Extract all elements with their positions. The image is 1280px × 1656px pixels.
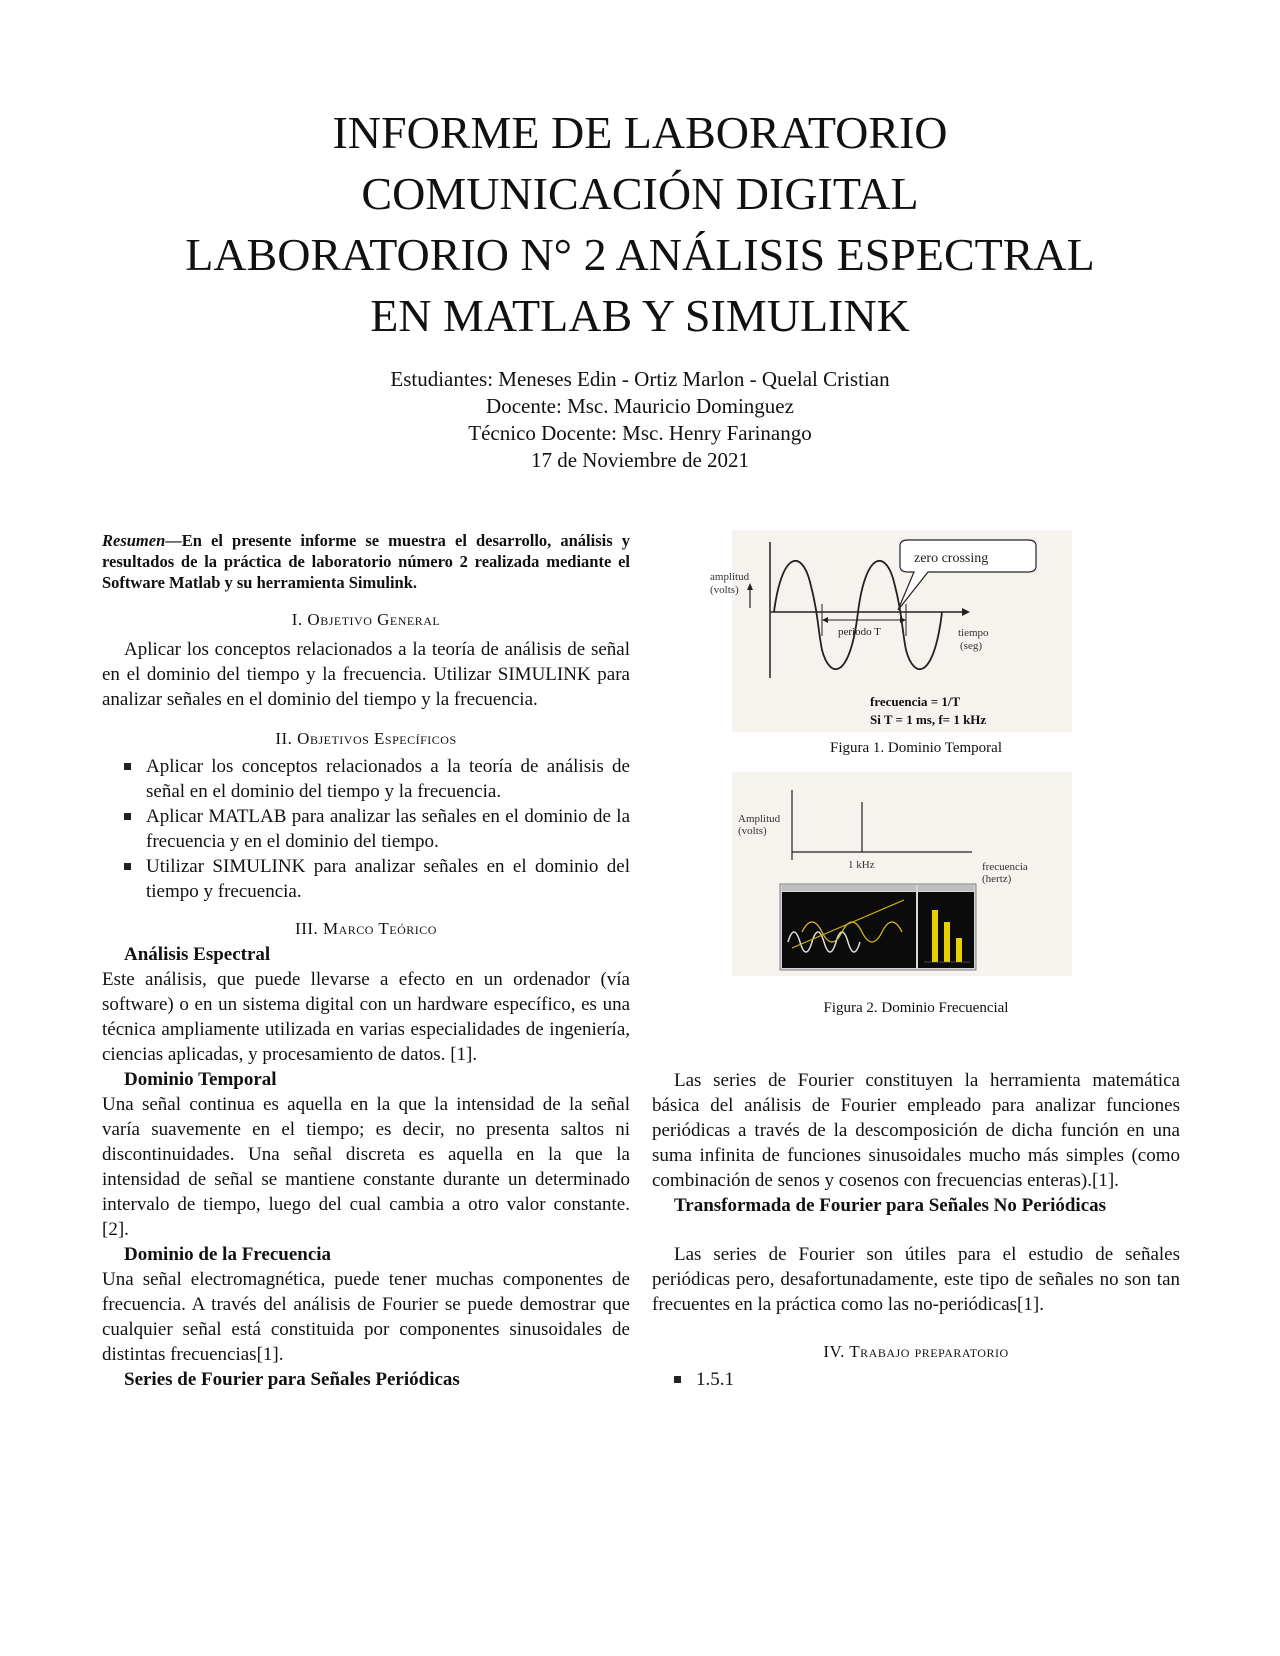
author-block (140, 366, 1140, 474)
students-line: Estudiantes: Meneses Edin - Ortiz Marlon - Quelal Cristian (390, 367, 890, 391)
frequency-unit-label: (hertz) (982, 873, 1012, 885)
amplitude-label: Amplitud (738, 813, 781, 825)
title-line-4: EN MATLAB Y SIMULINK (370, 290, 910, 341)
abstract (102, 530, 630, 593)
amplitude-label: amplitud (710, 571, 750, 583)
section-3-heading: III. Marco Teórico (295, 919, 437, 938)
technician-line: Técnico Docente: Msc. Henry Farinango (468, 421, 812, 445)
fourier-series-text: Las series de Fourier constituyen la herramienta matemática básica del análisis de Fourier empleado para analizar funciones periódicas a través de la descomposición de dicha función en una suma infinita de funciones sinusoidales mucho más simples (como combinación de senos y cosenos con frecuencias enteras).[1]. (652, 1070, 1180, 1191)
time-unit-label: (seg) (960, 640, 982, 652)
teacher-line: Docente: Msc. Mauricio Dominguez (486, 394, 794, 418)
period-label: periodo T (838, 626, 881, 638)
list-item: Aplicar los conceptos relacionados a la teoría de análisis de señal en el dominio del tiempo y la frecuencia. (102, 754, 630, 804)
abstract-dash: — (165, 531, 182, 550)
figure-1-caption: Figura 1. Dominio Temporal (830, 740, 1002, 756)
list-item: Utilizar SIMULINK para analizar señales en el dominio del tiempo y frecuencia. (102, 854, 630, 904)
title-line-2: COMUNICACIÓN DIGITAL (361, 168, 919, 219)
title-line-1: INFORME DE LABORATORIO (332, 107, 948, 158)
section-2-heading: II. Objetivos Específicos (275, 729, 457, 748)
figure-2-caption: Figura 2. Dominio Frecuencial (823, 1000, 1009, 1016)
abstract-text: En el presente informe se muestra el desarrollo, análisis y resultados de la práctica de laboratorio número 2 realizada mediante el Software Matlab y su herramienta Simulink. (102, 531, 630, 592)
subsection-frequency: Dominio de la Frecuencia (124, 1244, 332, 1265)
title-line-3: LABORATORIO N° 2 ANÁLISIS ESPECTRAL (185, 229, 1095, 280)
frequency-formula: frecuencia = 1/T (870, 694, 961, 709)
date-line: 17 de Noviembre de 2021 (530, 448, 750, 472)
paper-title (60, 102, 1220, 346)
spectral-text: Este análisis, que puede llevarse a efecto en un ordenador (vía software) o en un sistema digital con un hardware específico, es una técnica ampliamente utilizada en varias especialidades de ingeniería, ciencias aplicadas, y procesamiento de datos. [1]. (102, 969, 630, 1065)
frequency-domain-plot (652, 772, 1180, 982)
list-item: 1.5.1 (652, 1367, 1180, 1392)
tick-label-1khz: 1 kHz (848, 859, 875, 871)
simulation-thumbnail (780, 884, 976, 970)
section-4-heading: IV. Trabajo preparatorio (823, 1342, 1009, 1361)
subsection-fourier-nonperiodic: Transformada de Fourier para Señales No Periódicas (674, 1195, 1107, 1216)
left-column (102, 530, 630, 1392)
time-label: tiempo (958, 627, 989, 639)
subsection-fourier-periodic: Series de Fourier para Señales Periódicas (124, 1369, 460, 1390)
subsection-spectral: Análisis Espectral (124, 944, 271, 965)
section-1-text: Aplicar los conceptos relacionados a la teoría de análisis de señal en el dominio del tiempo y la frecuencia. Utilizar SIMULINK para analizar señales en el dominio del tiempo y la frecuencia. (102, 639, 630, 710)
frequency-text: Una señal electromagnética, puede tener muchas componentes de frecuencia. A través del análisis de Fourier se puede demostrar que cualquier señal está constituida por componentes sinusoidales de distintas frecuencias[1]. (102, 1269, 630, 1365)
section-1-heading: I. Objetivo General (291, 610, 441, 629)
list-item: Aplicar MATLAB para analizar las señales en el dominio de la frecuencia y en el dominio del tiempo. (102, 804, 630, 854)
frequency-label: frecuencia (982, 861, 1028, 873)
amplitude-unit-label: (volts) (710, 584, 739, 596)
abstract-label: Resumen (102, 531, 166, 550)
preparatory-list (652, 1367, 1180, 1392)
objectives-list (102, 754, 630, 904)
nonperiodic-text: Las series de Fourier son útiles para el estudio de señales periódicas pero, desafortunadamente, este tipo de señales no son tan frecuentes en la práctica como las no-periódicas[1]. (652, 1244, 1180, 1315)
amplitude-unit-label: (volts) (738, 825, 767, 837)
time-domain-plot (652, 530, 1180, 740)
right-column (652, 530, 1180, 1392)
zero-crossing-label: zero crossing (914, 551, 989, 566)
subsection-temporal: Dominio Temporal (124, 1069, 277, 1090)
temporal-text: Una señal continua es aquella en la que la intensidad de la señal varía suavemente en el tiempo; es decir, no presenta saltos ni discontinuidades. Una señal discreta es aquella en la que la intensidad de señal se mantiene constante durante un determinado intervalo de tiempo, luego del cual cambia a otro valor constante. [2]. (102, 1094, 630, 1240)
frequency-example: Si T = 1 ms, f= 1 kHz (870, 712, 987, 727)
figure-2 (652, 772, 1180, 1024)
figure-1 (652, 530, 1180, 762)
